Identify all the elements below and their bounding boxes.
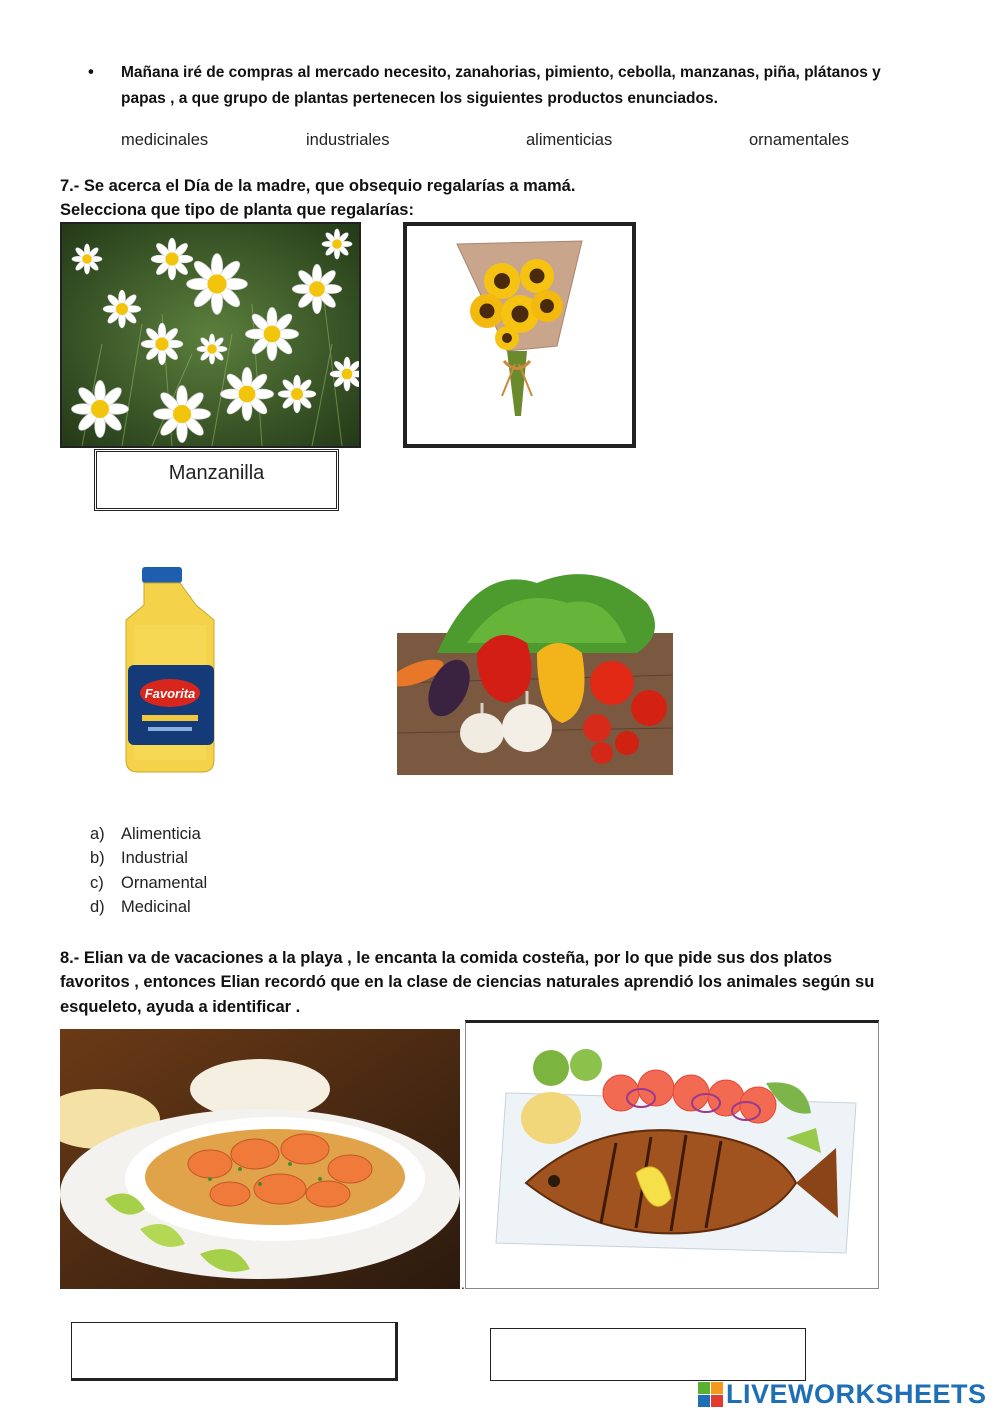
vegetables-image — [397, 563, 673, 775]
question-7-line-1: 7.- Se acerca el Día de la madre, que obsequio regalarías a mamá. — [60, 177, 576, 195]
oil-brand-label: Favorita — [144, 686, 196, 701]
group-option-alimenticias[interactable]: alimenticias — [526, 131, 613, 149]
chamomile-image — [60, 222, 361, 448]
option-d-label[interactable]: Medicinal — [121, 898, 191, 916]
logo-badge — [698, 1382, 723, 1407]
option-b-letter: b) — [90, 849, 105, 867]
question-7-line-2: Selecciona que tipo de planta que regalarías: — [60, 201, 414, 219]
question-8-line-2: favoritos , entonces Elian recordó que en la clase de ciencias naturales aprendió los animales según su — [60, 973, 875, 991]
separator-dot: . — [461, 1276, 465, 1292]
cooking-oil-image — [64, 565, 292, 777]
answer-box-chamomile[interactable] — [94, 449, 339, 511]
option-c-label[interactable]: Ornamental — [121, 874, 208, 892]
option-d-letter: d) — [90, 898, 105, 916]
sunflower-bouquet-image — [403, 222, 636, 448]
group-option-medicinales[interactable]: medicinales — [121, 131, 209, 149]
option-c-letter: c) — [90, 874, 104, 892]
answer-box-shrimp[interactable] — [71, 1322, 398, 1381]
question-6-line-1: Mañana iré de compras al mercado necesito, zanahorias, pimiento, cebolla, manzanas, piña, plátanos y — [121, 64, 881, 81]
option-b-label[interactable]: Industrial — [121, 849, 188, 867]
liveworksheets-logo[interactable] — [698, 1378, 987, 1410]
bullet-marker: • — [88, 63, 94, 81]
group-option-industriales[interactable]: industriales — [306, 131, 390, 149]
answer-text-chamomile: Manzanilla — [168, 462, 265, 484]
question-6-line-2: papas , a que grupo de plantas pertenecen los siguientes productos enunciados. — [121, 90, 718, 107]
fried-fish-image — [465, 1020, 879, 1289]
answer-box-fish[interactable] — [490, 1328, 806, 1381]
logo-text: LIVEWORKSHEETS — [726, 1378, 987, 1409]
option-a-label[interactable]: Alimenticia — [121, 825, 201, 843]
question-8-line-3: esqueleto, ayuda a identificar . — [60, 998, 301, 1016]
option-a-letter: a) — [90, 825, 105, 843]
shrimp-soup-image — [60, 1029, 460, 1289]
question-8-line-1: 8.- Elian va de vacaciones a la playa , le encanta la comida costeña, por lo que pide sus dos platos — [60, 949, 833, 967]
group-option-ornamentales[interactable]: ornamentales — [749, 131, 849, 149]
